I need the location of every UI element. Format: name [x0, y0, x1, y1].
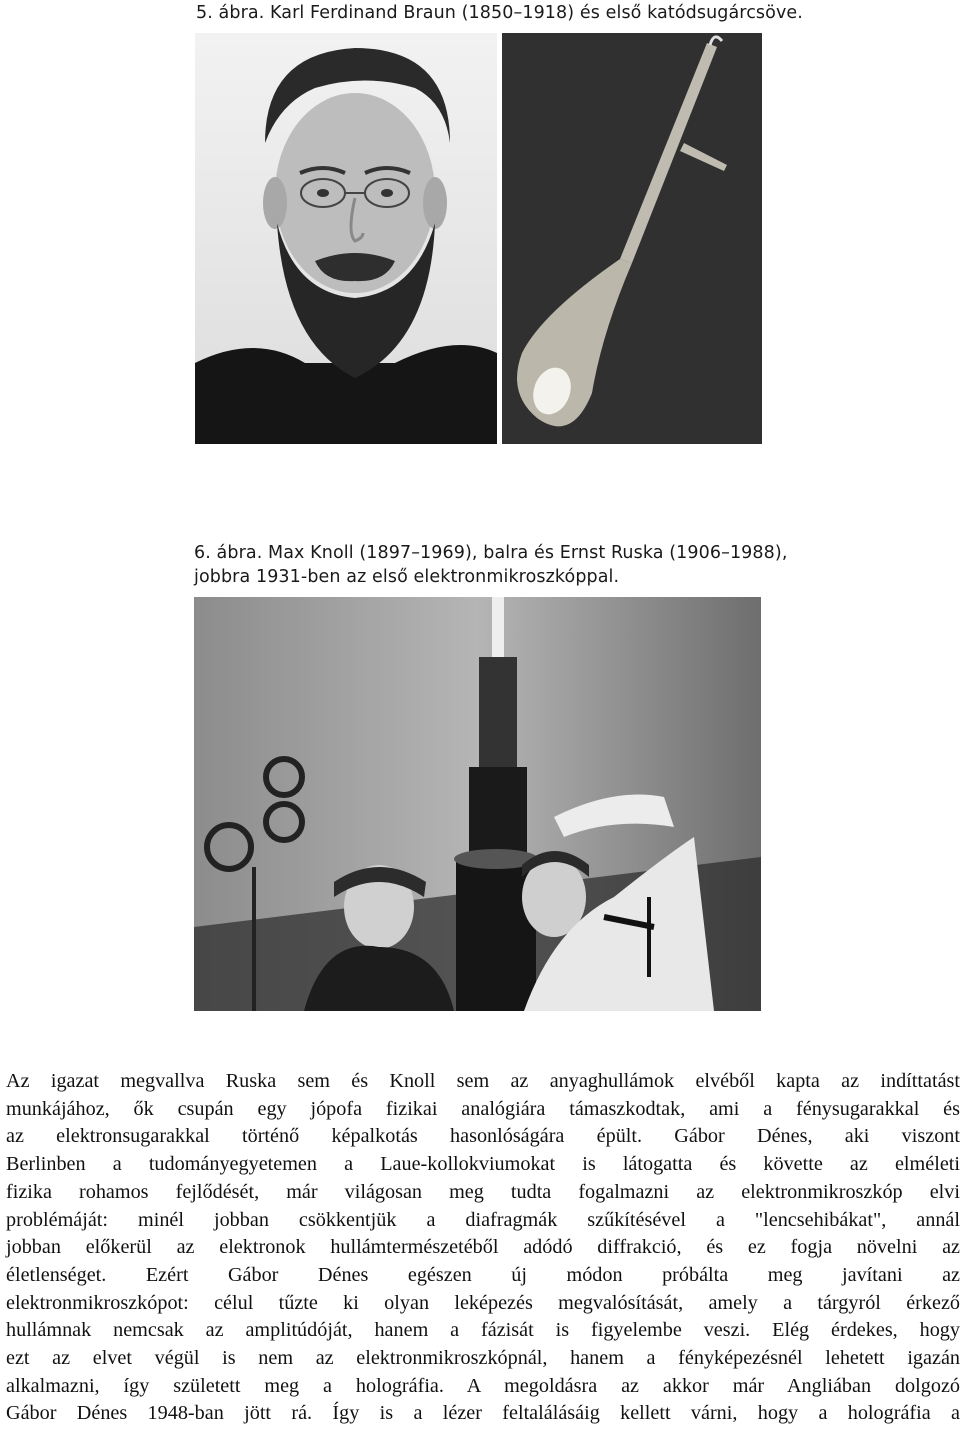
body-paragraph — [6, 1068, 960, 1428]
body-line: jobban előkerül az elektronok hullámtermészetéből adódó diffrakció, és ez fogja növelni az — [6, 1236, 960, 1259]
body-line: életlenséget. Ezért Gábor Dénes egészen új módon próbálta meg javítani az — [6, 1263, 960, 1286]
body-line: fizika rohamos fejlődését, már világosan meg tudta fogalmazni az elektronmikroszkóp elvi — [6, 1180, 960, 1203]
figure-6-caption — [194, 541, 787, 589]
body-line: Gábor Dénes 1948-ban jött rá. Így is a lézer feltalálásáig kellett várni, hogy a holográfia a — [6, 1402, 960, 1425]
body-line: Az igazat megvallva Ruska sem és Knoll sem az anyaghullámok elvéből kapta az indíttatást — [6, 1070, 960, 1092]
body-line: az elektronsugarakkal történő képalkotás hasonlóságára épült. Gábor Dénes, aki viszont — [6, 1125, 960, 1148]
body-line: ezt az elvet végül is nem az elektronmikroszkópnál, hanem a fényképezésnél lehetett igazán — [6, 1347, 960, 1370]
body-line: problémáját: minél jobban csökkentjük a diafragmák szűkítésével a "lencsehibákat", annál — [6, 1208, 960, 1231]
knoll-ruska-microscope-image — [194, 597, 761, 1011]
body-line: hullámnak nemcsak az amplitúdóját, hanem a fázisát is figyelembe veszi. Elég érdekes, hogy — [6, 1319, 960, 1342]
figure-5-caption: 5. ábra. Karl Ferdinand Braun (1850–1918) és első katódsugárcsöve. — [196, 3, 803, 23]
body-line: Berlinben a tudományegyetemen a Laue-kollokviumokat is látogatta és követte az elméleti — [6, 1153, 960, 1176]
figure-6-caption-line1: 6. ábra. Max Knoll (1897–1969), balra és Ernst Ruska (1906–1988), — [194, 543, 788, 563]
figure-6-caption-line2: jobbra 1931-ben az első elektronmikroszkóppal. — [194, 567, 620, 587]
braun-portrait-image — [195, 33, 497, 444]
cathode-ray-tube-image — [502, 33, 762, 444]
body-line: alkalmazni, így született meg a holográfia. A megoldásra az akkor már Angliában dolgozó — [6, 1374, 960, 1397]
body-line: munkájához, ők csupán egy jópofa fizikai analógiára támaszkodtak, ami a fénysugarakkal és — [6, 1097, 960, 1120]
body-line: elektronmikroszkópot: célul tűzte ki olyan leképezés megvalósítását, amely a tárgyról érkező — [6, 1291, 960, 1314]
